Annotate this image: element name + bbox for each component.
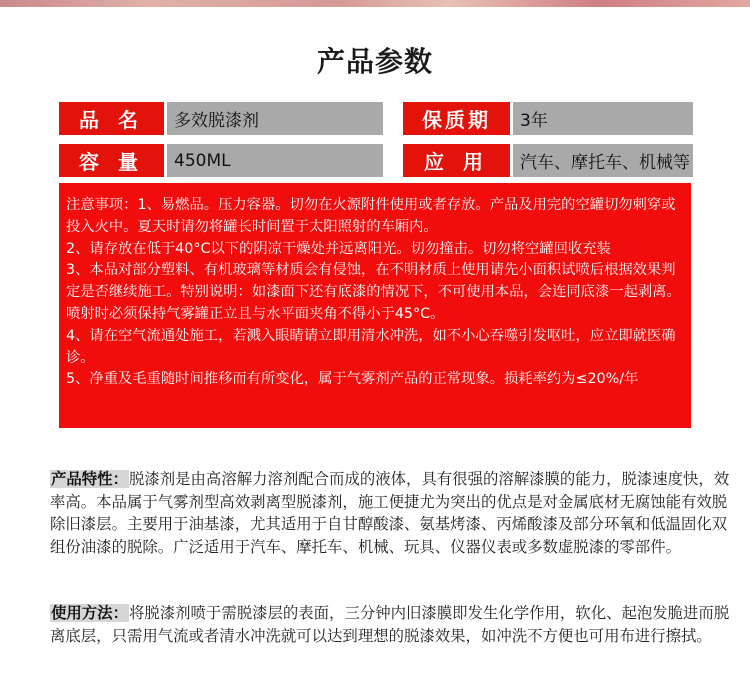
usage-section [50, 602, 730, 647]
usage-text: 将脱漆剂喷于需脱漆层的表面，三分钟内旧漆膜即发生化学作用，软化、起泡发脆进而脱离底层，只需用气流或者清水冲洗就可以达到理想的脱漆效果，如冲洗不方便也可用布进行擦拭。 [50, 604, 730, 645]
param-row-shelf-life [403, 102, 693, 135]
param-value: 3年 [513, 102, 693, 135]
safety-notice-box [59, 183, 691, 428]
param-row-capacity [59, 144, 383, 177]
notice-item: 5、净重及毛重随时间推移而有所变化，属于气雾剂产品的正常现象。损耗率约为≤20%/年 [66, 371, 639, 388]
param-label: 容 量 [59, 144, 164, 177]
notice-item: 4、请在空气流通处施工，若溅入眼睛请立即用清水冲洗，如不小心吞噬引发呕吐，应立即就医确诊。 [66, 327, 676, 366]
param-value: 汽车、摩托车、机械等 [513, 144, 693, 177]
param-label: 应 用 [403, 144, 510, 177]
notice-item: 3、本品对部分塑料、有机玻璃等材质会有侵蚀，在不明材质上使用请先小面积试喷后根据效果判定是否继续施工。特别说明：如漆面下还有底漆的情况下，不可使用本品，会连同底漆一起剥离。喷射时必须保持气雾罐正立且与水平面夹角不得小于45°C。 [66, 262, 681, 322]
usage-heading: 使用方法： [51, 604, 128, 622]
product-features-section [50, 468, 730, 558]
param-label: 品 名 [59, 102, 164, 135]
param-row-name [59, 102, 383, 135]
features-heading: 产品特性： [51, 470, 128, 488]
features-text: 脱漆剂是由高溶解力溶剂配合而成的液体，具有很强的溶解漆膜的能力，脱漆速度快，效率高。本品属于气雾剂型高效剥离型脱漆剂，施工便捷尤为突出的优点是对金属底材无腐蚀能有效脱除旧漆层。主要用于油基漆，尤其适用于自甘醇酸漆、氨基烤漆、丙烯酸漆及部分环氧和低温固化双组份油漆的脱除。广泛适用于汽车、摩托车、机械、玩具、仪器仪表或多数虚脱漆的零部件。 [50, 470, 730, 556]
notice-item: 注意事项：1、易燃品。压力容器。切勿在火源附件使用或者存放。产品及用完的空罐切勿刺穿或投入火中。夏天时请勿将罐长时间置于太阳照射的车厢内。 [66, 197, 676, 235]
page-title: 产品参数 [316, 45, 433, 78]
notice-item: 2、请存放在低于40°C以下的阴凉干燥处并远离阳光。切勿撞击。切勿将空罐回收充装 [66, 240, 611, 257]
param-row-application [403, 144, 693, 177]
param-value: 多效脱漆剂 [167, 102, 383, 135]
param-value: 450ML [167, 144, 383, 177]
decorative-top-strip [0, 0, 750, 7]
param-label: 保质期 [403, 102, 510, 135]
